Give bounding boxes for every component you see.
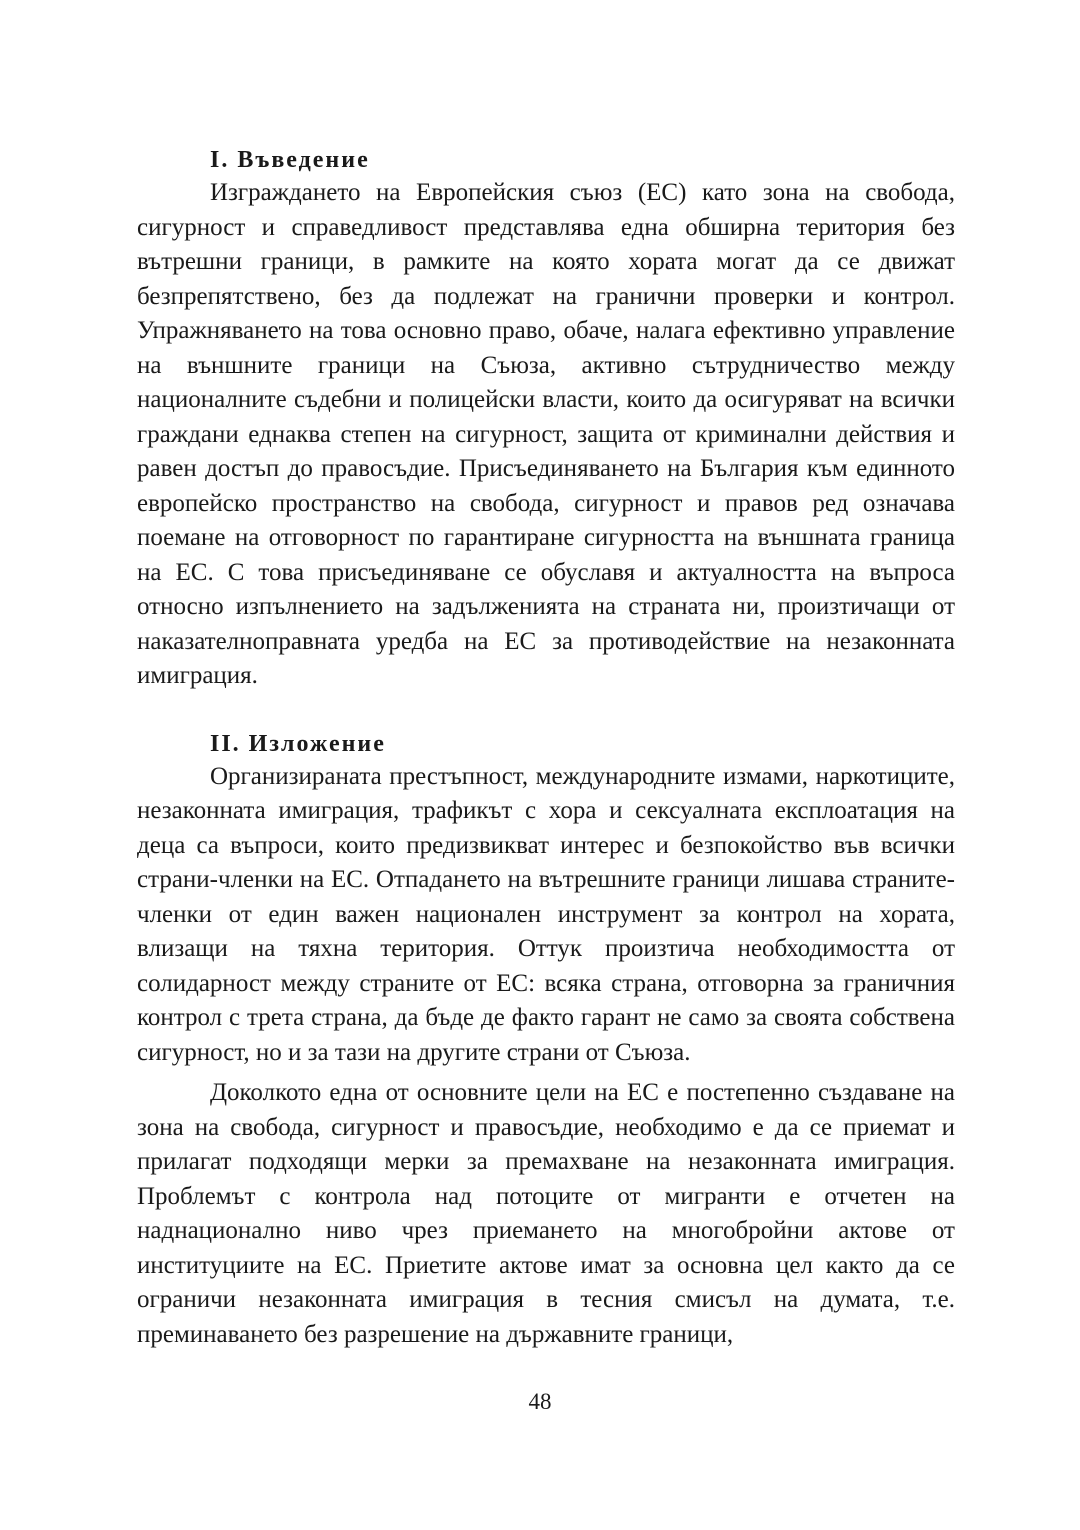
page-number: 48 bbox=[528, 1389, 552, 1414]
paragraph-exposition-1: Организираната престъпност, международните измами, наркотиците, незаконната имиграция, трафикът с хора и сексуалната експлоатация на деца са въпроси, които предизвикват интерес и безпокойство във всички страни-членки на ЕС. Отпадането на вътрешните граници лишава страните-членки от един важен национален инструмент за контрол на хората, влизащи на тяхна територия. Оттук произтича необходимостта от солидарност между страните от ЕС: всяка страна, отговорна за граничния контрол с трета страна, да бъде де факто гарант не само за своята собствена сигурност, но и за тази на другите страни от Съюза. bbox=[137, 762, 955, 1066]
section-heading-exposition: II. Изложение bbox=[210, 730, 386, 757]
paragraph-exposition-2: Доколкото една от основните цели на ЕС е постепенно създаване на зона на свобода, сигурност и правосъдие, необходимо е да се приемат и прилагат подходящи мерки за премахване на незаконната имиграция. Проблемът с контрола над потоците от мигранти е отчетен на наднационално ниво чрез приемането на многобройни актове от институциите на ЕС. Приетите актове имат за основна цел както да се ограничи незаконната имиграция в тесния смисъл на думата, т.е. преминаването без разрешение на държавните граници, bbox=[137, 1079, 955, 1348]
page-body bbox=[137, 144, 955, 1352]
section-heading-introduction: I. Въведение bbox=[210, 147, 370, 173]
paragraph-introduction: Изграждането на Европейския съюз (ЕС) като зона на свобода, сигурност и справедливост представлява една обширна територия без вътрешни граници, в рамките на която хората могат да се движат безпрепятствено, без да подлежат на гранични проверки и контрол. Упражняването на това основно право, обаче, налага ефективно управление на външните граници на Съюза, активно сътрудничество между националните съдебни и полицейски власти, които да осигуряват на всички граждани еднаква степен на сигурност, защита от криминални действия и равен достъп до правосъдие. Присъединяването на България към единното европейско пространство на свобода, сигурност и правов ред означава поемане на отговорност по гарантиране сигурността на външната граница на ЕС. С това присъединяване се обуславя и актуалността на въпроса относно изпълнението на задълженията на страната ни, произтичащи от наказателноправната уредба на ЕС за противодействие на незаконната имиграция. bbox=[137, 179, 955, 689]
